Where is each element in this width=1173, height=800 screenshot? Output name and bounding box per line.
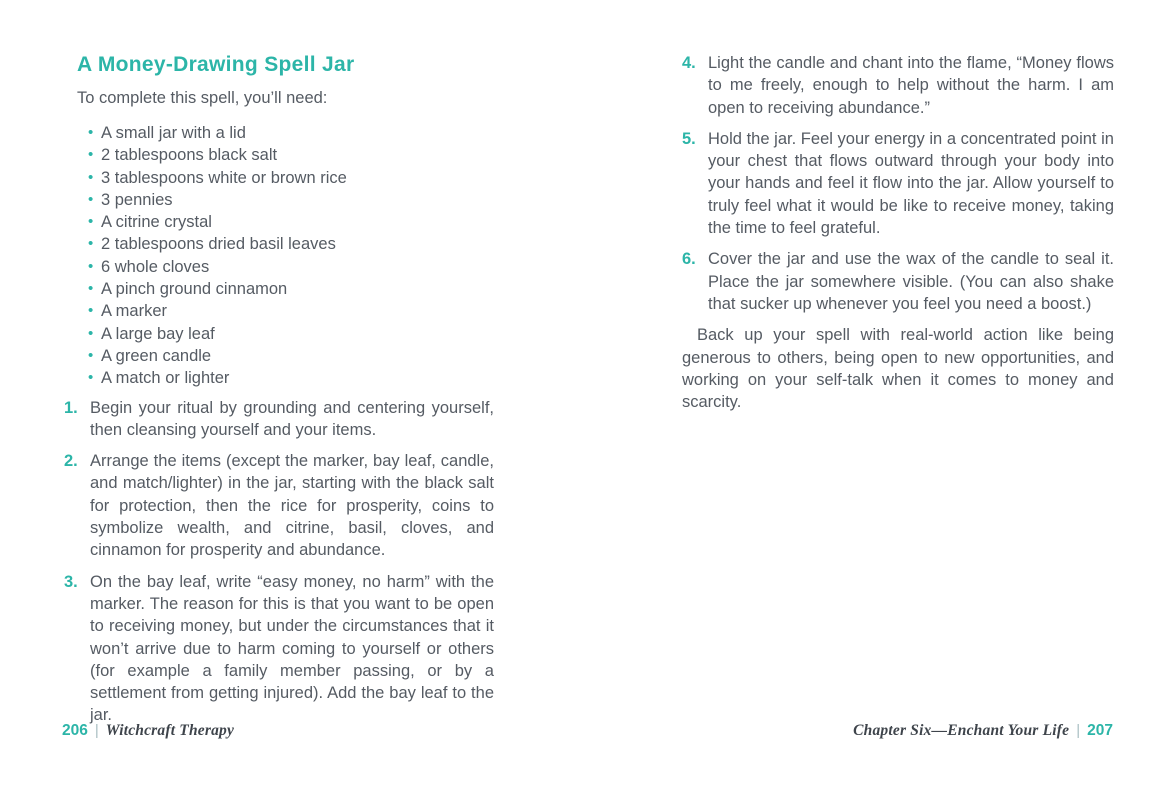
list-item [77, 323, 494, 345]
supply-text: 6 whole cloves [101, 257, 210, 276]
bullet-icon: • [88, 346, 94, 364]
list-item [77, 345, 494, 367]
list-item [77, 122, 494, 144]
footer-right [853, 722, 1113, 740]
bullet-icon: • [88, 124, 94, 141]
bullet-icon: • [88, 369, 94, 387]
list-item [77, 367, 494, 389]
right-page [682, 52, 1114, 413]
footer-divider: | [94, 722, 99, 739]
supply-text: A pinch ground cinnamon [101, 280, 288, 299]
bullet-icon: • [88, 257, 94, 275]
list-item [77, 278, 494, 300]
supply-text: 2 tablespoons black salt [101, 146, 278, 165]
list-item [77, 167, 494, 189]
step-number: 5. [682, 129, 696, 148]
step-text: Light the candle and chant into the flame, “Money flows to me freely, enough to help without the harm. I am open to receiving abundance.” [708, 54, 1114, 117]
intro-text: To complete this spell, you’ll need: [77, 89, 328, 107]
footer-left [62, 722, 234, 740]
step-text: Hold the jar. Feel your energy in a concentrated point in your chest that flows outward through your body into your hands and feel it flow into the jar. Allow yourself to truly feel what it would be like to receive money, taking the time to feel grateful. [708, 129, 1114, 238]
list-item [77, 211, 494, 233]
supplies-list [77, 122, 494, 390]
step-number: 2. [64, 452, 78, 471]
supply-text: A small jar with a lid [101, 124, 246, 142]
supply-text: 2 tablespoons dried basil leaves [101, 235, 336, 254]
step-text: Arrange the items (except the marker, bay leaf, candle, and match/lighter) in the jar, starting with the black salt for protection, then the rice for prosperity, coins to symbolize wealth, and citrine, basil, cloves, and cinnamon for prosperity and abundance. [90, 452, 494, 560]
supply-text: A citrine crystal [101, 213, 212, 232]
bullet-icon: • [88, 168, 94, 186]
bullet-icon: • [88, 213, 94, 231]
step-item [682, 52, 1114, 119]
step-item [682, 248, 1114, 315]
step-text: Cover the jar and use the wax of the candle to seal it. Place the jar somewhere visible. (You can also shake that sucker up whenever you feel you need a boost.) [708, 250, 1114, 313]
bullet-icon: • [88, 280, 94, 298]
step-number: 6. [682, 250, 696, 269]
supply-text: A match or lighter [101, 369, 230, 388]
step-text: Begin your ritual by grounding and centering yourself, then cleansing yourself and your items. [90, 398, 494, 439]
supply-text: A green candle [101, 346, 212, 365]
step-item [682, 128, 1114, 239]
bullet-icon: • [88, 235, 94, 253]
footer-divider: | [1076, 722, 1081, 739]
supply-text: 3 tablespoons white or brown rice [101, 168, 347, 187]
step-item [64, 450, 494, 561]
closing-paragraph: Back up your spell with real-world action like being generous to others, being open to new opportunities, and working on your self-talk when it comes to money and scarcity. [682, 326, 1114, 412]
chapter-title: Chapter Six—Enchant Your Life [853, 722, 1070, 739]
page-number-left: 206 [62, 722, 88, 739]
bullet-icon: • [88, 190, 94, 208]
bullet-icon: • [88, 302, 94, 320]
bullet-icon: • [88, 324, 94, 342]
list-item [77, 300, 494, 322]
step-text: On the bay leaf, write “easy money, no harm” with the marker. The reason for this is that you want to be open to receiving money, but under the circumstances that it won’t arrive due to harm coming to yourself or others (for example a family member passing, or by a settlement from getting injured). Add the bay leaf to the jar. [90, 572, 494, 725]
step-number: 3. [64, 572, 78, 591]
list-item [77, 144, 494, 166]
supply-text: A large bay leaf [101, 324, 215, 343]
step-number: 4. [682, 54, 696, 72]
section-title: A Money-Drawing Spell Jar [77, 53, 355, 76]
list-item [77, 256, 494, 278]
bullet-icon: • [88, 146, 94, 164]
left-page [64, 52, 494, 727]
supply-text: 3 pennies [101, 190, 173, 209]
list-item [77, 233, 494, 255]
page-number-right: 207 [1087, 722, 1113, 739]
step-number: 1. [64, 398, 78, 417]
step-item [64, 397, 494, 442]
steps-list-left [64, 397, 494, 727]
list-item [77, 189, 494, 211]
step-item [64, 571, 494, 727]
supply-text: A marker [101, 302, 168, 321]
book-title: Witchcraft Therapy [105, 722, 235, 739]
steps-list-right [682, 52, 1114, 315]
